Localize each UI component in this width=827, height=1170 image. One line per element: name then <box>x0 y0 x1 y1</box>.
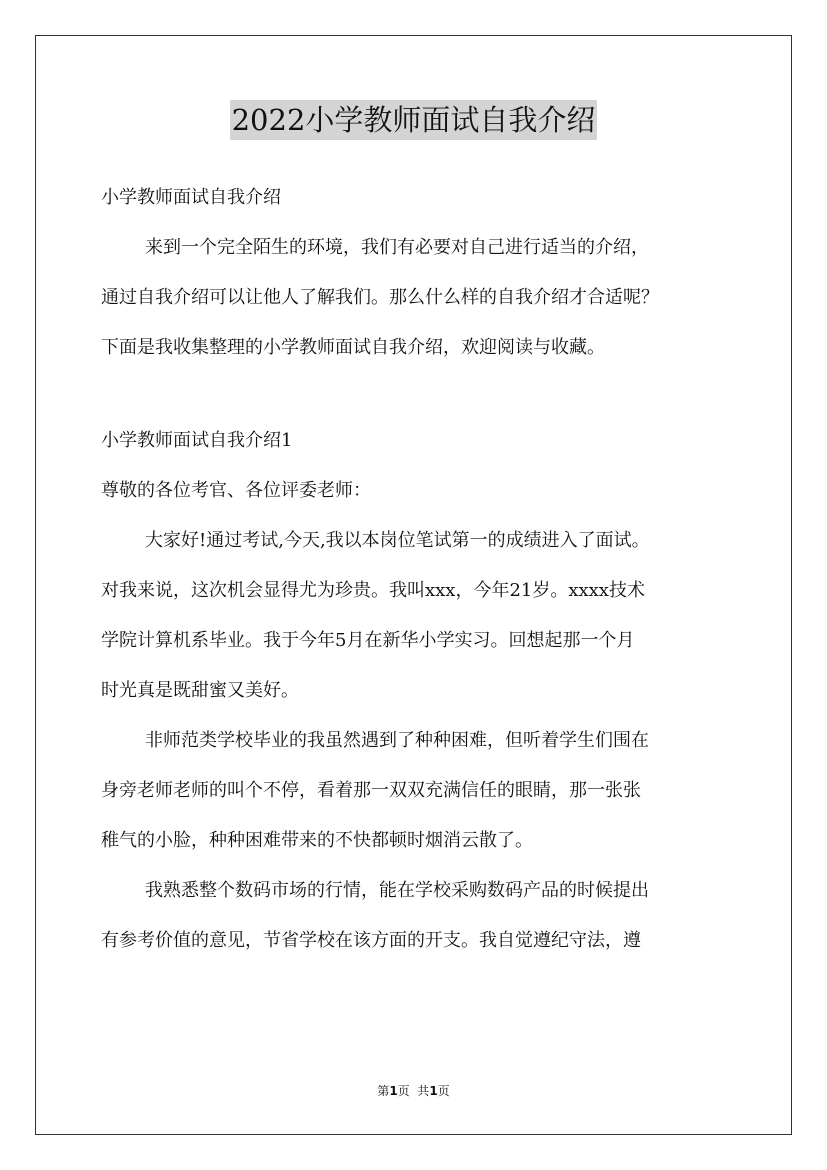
paragraph-line: 对我来说，这次机会显得尤为珍贵。我叫xxx，今年21岁。xxxx技术 <box>101 580 645 601</box>
paragraph-spacer <box>101 373 731 416</box>
footer-page-prefix: 第 <box>377 1084 390 1098</box>
footer-page-current: 1 <box>389 1084 398 1098</box>
paragraph-line: 有参考价值的意见，节省学校在该方面的开支。我自觉遵纪守法，遵 <box>101 930 641 951</box>
footer-page-suffix: 页 <box>437 1084 450 1098</box>
paragraph-line: 学院计算机系毕业。我于今年5月在新华小学实习。回想起那一个月 <box>101 630 635 651</box>
document-title: 2022小学教师面试自我介绍 <box>230 100 598 140</box>
paragraph-line: 时光真是既甜蜜又美好。 <box>101 680 299 701</box>
paragraph-line: 下面是我收集整理的小学教师面试自我介绍，欢迎阅读与收藏。 <box>101 337 605 358</box>
paragraph-line: 来到一个完全陌生的环境，我们有必要对自己进行适当的介绍， <box>145 237 649 258</box>
paragraph-line: 稚气的小脸，种种困难带来的不快都顿时烟消云散了。 <box>101 830 533 851</box>
section-heading-1: 小学教师面试自我介绍1 <box>101 430 293 451</box>
document-body <box>101 173 731 966</box>
paragraph-line: 非师范类学校毕业的我虽然遇到了种种困难，但听着学生们围在 <box>145 730 649 751</box>
salutation-line: 尊敬的各位考官、各位评委老师： <box>101 480 371 501</box>
section-heading-intro: 小学教师面试自我介绍 <box>101 187 281 208</box>
paragraph-line: 大家好!通过考试,今天,我以本岗位笔试第一的成绩进入了面试。 <box>145 530 650 551</box>
footer-page-mid: 页 共 <box>397 1084 430 1098</box>
page-footer <box>0 1083 827 1099</box>
paragraph-line: 通过自我介绍可以让他人了解我们。那么什么样的自我介绍才合适呢？ <box>101 287 659 308</box>
footer-page-total: 1 <box>429 1084 438 1098</box>
paragraph-line: 身旁老师老师的叫个不停，看着那一双双充满信任的眼睛，那一张张 <box>101 780 641 801</box>
paragraph-line: 我熟悉整个数码市场的行情，能在学校采购数码产品的时候提出 <box>145 880 649 901</box>
title-container <box>0 100 827 140</box>
